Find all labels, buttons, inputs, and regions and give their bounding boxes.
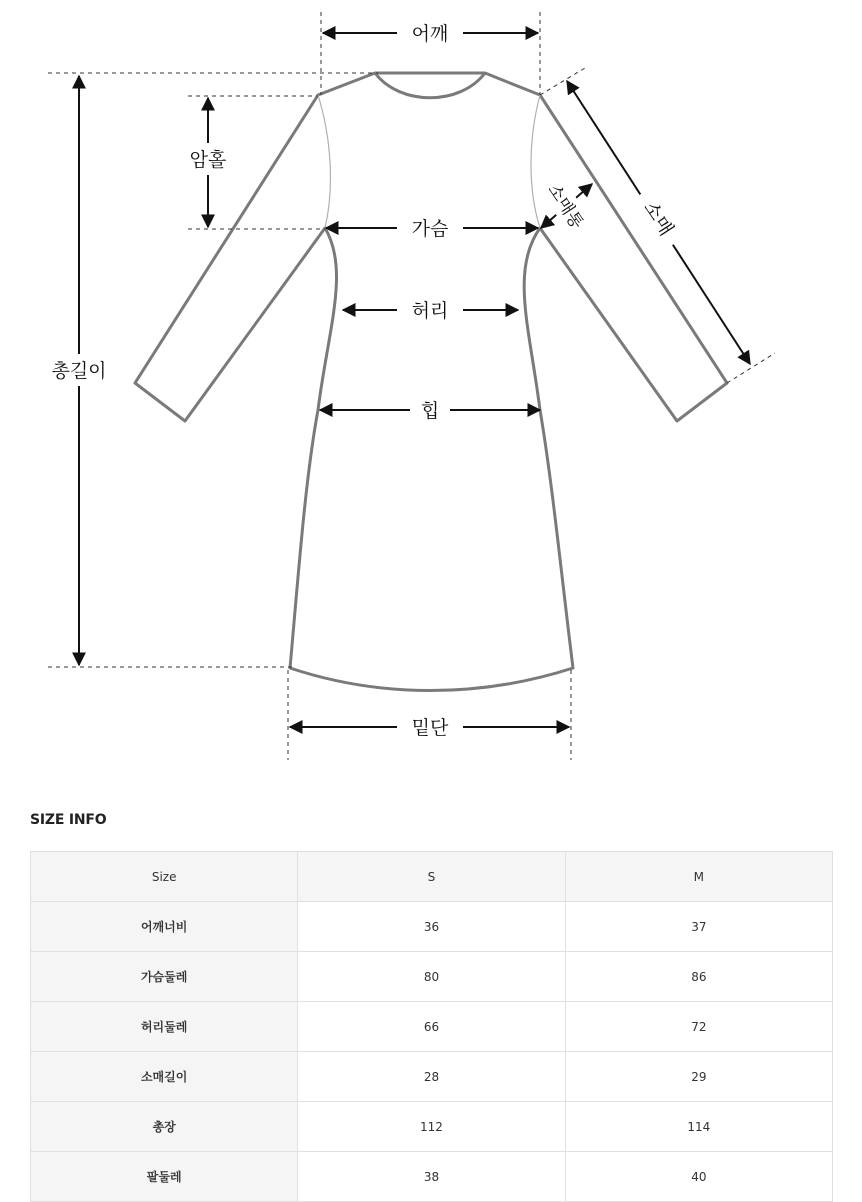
table-row <box>31 902 833 952</box>
cell-value-s: 112 <box>298 1102 565 1152</box>
label-total-length: 총길이 <box>51 360 107 382</box>
table-header-row <box>31 852 833 902</box>
cell-value-m: 40 <box>565 1152 832 1202</box>
table-row <box>31 952 833 1002</box>
cell-value-m: 72 <box>565 1002 832 1052</box>
cell-value-s: 36 <box>298 902 565 952</box>
row-label: 어깨너비 <box>31 902 298 952</box>
row-label: 소매길이 <box>31 1052 298 1102</box>
label-shoulder: 어깨 <box>411 23 449 45</box>
label-chest: 가슴 <box>411 218 449 240</box>
size-table <box>30 851 833 1202</box>
table-row <box>31 1052 833 1102</box>
label-armhole: 암홀 <box>189 149 227 171</box>
cell-value-m: 86 <box>565 952 832 1002</box>
guide-lines <box>48 12 775 760</box>
row-label: 가슴둘레 <box>31 952 298 1002</box>
inner-seams <box>318 95 540 228</box>
header-cell-size: Size <box>31 852 298 902</box>
label-hem: 밑단 <box>411 717 449 739</box>
diagram-labels <box>44 18 689 743</box>
table-row <box>31 1002 833 1052</box>
header-cell-m: M <box>565 852 832 902</box>
label-sleeve: 소매 <box>638 197 678 240</box>
label-hip: 힙 <box>420 400 440 422</box>
label-waist: 허리 <box>411 300 449 322</box>
label-sleeve-width: 소매통 <box>543 180 587 233</box>
header-cell-s: S <box>298 852 565 902</box>
cell-value-m: 37 <box>565 902 832 952</box>
cell-value-s: 28 <box>298 1052 565 1102</box>
table-row <box>31 1152 833 1202</box>
table-row <box>31 1102 833 1152</box>
cell-value-m: 29 <box>565 1052 832 1102</box>
cell-value-s: 80 <box>298 952 565 1002</box>
cell-value-s: 66 <box>298 1002 565 1052</box>
cell-value-m: 114 <box>565 1102 832 1152</box>
row-label: 총장 <box>31 1102 298 1152</box>
row-label: 허리둘레 <box>31 1002 298 1052</box>
cell-value-s: 38 <box>298 1152 565 1202</box>
row-label: 팔둘레 <box>31 1152 298 1202</box>
size-info-title: SIZE INFO <box>30 812 107 828</box>
